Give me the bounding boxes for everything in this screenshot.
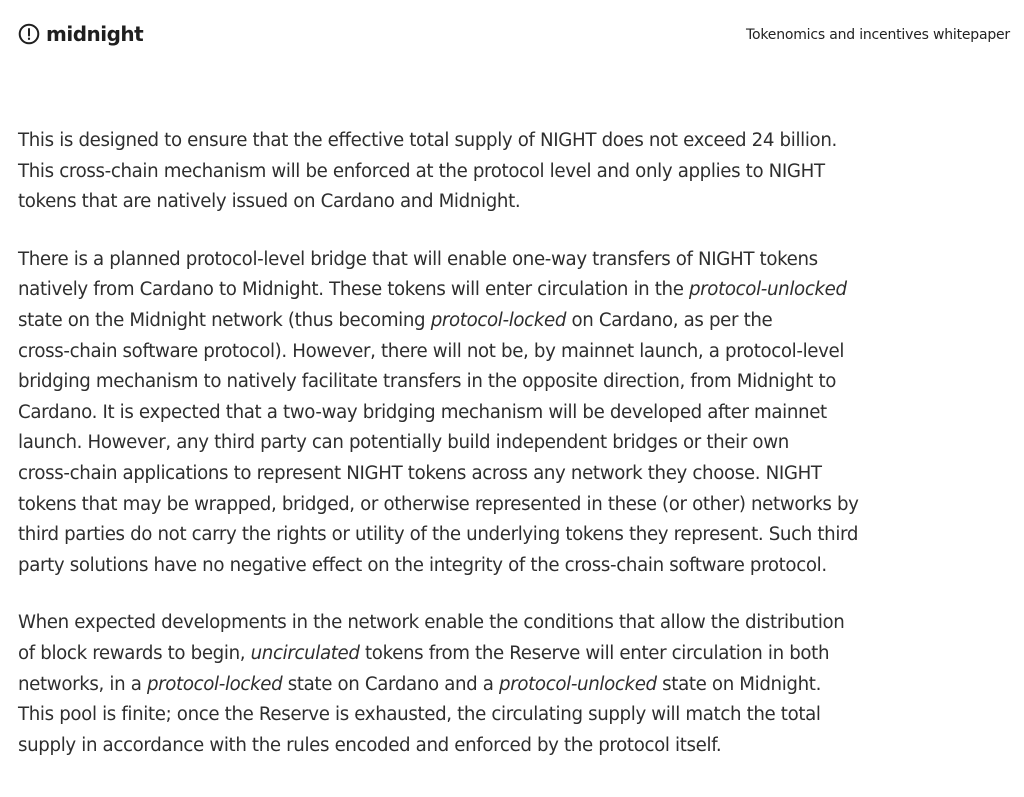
text-run: This pool is finite; once the Reserve is exhausted, the circulating supply will match the total xyxy=(18,704,821,726)
text-run: cross-chain applications to represent NIGHT tokens across any network they choose. NIGHT xyxy=(18,462,822,484)
paragraph-2 xyxy=(18,245,1003,582)
italic-term: uncirculated xyxy=(250,642,360,664)
italic-term: protocol-unlocked xyxy=(688,279,847,301)
text-line xyxy=(18,275,1003,306)
text-run: natively from Cardano to Midnight. These tokens will enter circulation in the xyxy=(18,279,689,301)
document-title: Tokenomics and incentives whitepaper xyxy=(746,27,1010,43)
text-run: There is a planned protocol-level bridge that will enable one-way transfers of NIGHT tokens xyxy=(18,248,818,270)
text-line xyxy=(18,551,1003,582)
text-run: cross-chain software protocol). However, there will not be, by mainnet launch, a protocol-level xyxy=(18,340,845,362)
italic-term: protocol-locked xyxy=(146,673,283,695)
text-line xyxy=(18,367,1003,398)
text-line xyxy=(18,639,1003,670)
text-run: state on Midnight. xyxy=(656,673,822,695)
text-run: state on Cardano and a xyxy=(282,673,500,695)
text-run: party solutions have no negative effect on the integrity of the cross-chain software protocol. xyxy=(18,554,827,576)
text-run: third parties do not carry the rights or utility of the underlying tokens they represent. Such third xyxy=(18,524,859,546)
text-run: networks, in a xyxy=(18,673,147,695)
text-line xyxy=(18,731,1003,762)
text-run: tokens from the Reserve will enter circulation in both xyxy=(359,642,830,664)
text-line xyxy=(18,490,1003,521)
text-line xyxy=(18,187,1003,218)
brand-logo[interactable] xyxy=(18,22,143,46)
text-line xyxy=(18,126,1003,157)
text-line xyxy=(18,428,1003,459)
text-run: launch. However, any third party can potentially build independent bridges or their own xyxy=(18,432,789,454)
midnight-logo-icon xyxy=(18,23,40,45)
text-line xyxy=(18,520,1003,551)
text-line xyxy=(18,700,1003,731)
italic-term: protocol-locked xyxy=(430,309,567,331)
text-run: of block rewards to begin, xyxy=(18,642,251,664)
text-line xyxy=(18,670,1003,701)
text-run: Cardano. It is expected that a two-way bridging mechanism will be developed after mainnet xyxy=(18,401,827,423)
paragraph-3 xyxy=(18,608,1003,761)
text-line xyxy=(18,306,1003,337)
brand-name: midnight xyxy=(46,22,144,46)
text-line xyxy=(18,398,1003,429)
text-run: This is designed to ensure that the effective total supply of NIGHT does not exceed 24 billion. xyxy=(18,130,837,151)
text-run: This cross-chain mechanism will be enforced at the protocol level and only applies to NIGHT xyxy=(18,160,825,182)
text-run: tokens that may be wrapped, bridged, or otherwise represented in these (or other) networks by xyxy=(18,493,859,515)
text-run: bridging mechanism to natively facilitate transfers in the opposite direction, from Midnight to xyxy=(18,371,837,393)
paragraph-1 xyxy=(18,126,1003,218)
text-line xyxy=(18,245,1003,276)
text-run: state on the Midnight network (thus becoming xyxy=(18,309,431,331)
italic-term: protocol-unlocked xyxy=(499,673,657,695)
page-header xyxy=(0,0,1024,70)
text-line xyxy=(18,608,1003,639)
document-body xyxy=(18,126,1003,788)
text-run: When expected developments in the network enable the conditions that allow the distribution xyxy=(18,612,845,634)
text-run: tokens that are natively issued on Cardano and Midnight. xyxy=(18,191,521,213)
text-run: on Cardano, as per the xyxy=(566,309,773,331)
text-line xyxy=(18,459,1003,490)
text-run: supply in accordance with the rules encoded and enforced by the protocol itself. xyxy=(18,734,722,756)
text-line xyxy=(18,157,1003,188)
text-line xyxy=(18,337,1003,368)
